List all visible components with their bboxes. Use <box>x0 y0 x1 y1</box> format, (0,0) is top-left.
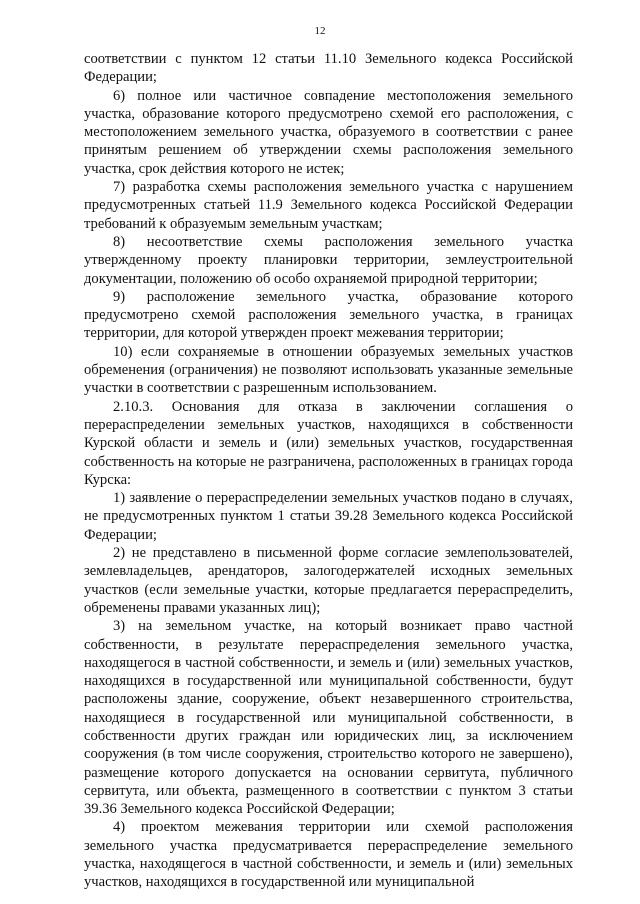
paragraph-item-10: 10) если сохраняемые в отношении образуемых земельных участков обременения (ограничения) не позволяют использовать указанные земельные участки в соответствии с разрешенным использованием. <box>84 343 573 397</box>
paragraph-item-3: 3) на земельном участке, на который возникает право частной собственности, в результате перераспределения земельного участка, находящегося в частной собственности, и земель и (или) земельных участков, находящихся в государственной или муниципальной собственности, будут расположены здание, сооружение, объект незавершенного строительства, находящиеся в государственной или муниципальной собственности, в собственности других граждан или юридических лиц, за исключением сооружения (в том числе сооружения, строительство которого не завершено), размещение которого допускается на основании сервитута, публичного сервитута, или объекта, размещенного в соответствии с пунктом 3 статьи 39.36 Земельного кодекса Российской Федерации; <box>84 618 573 818</box>
paragraph-item-6: 6) полное или частичное совпадение местоположения земельного участка, образование которого предусмотрено схемой его расположения, с местоположением земельного участка, образуемого в соответствии с ранее принятым решением об утверждении схемы расположения земельного участка, срок действия которого не истек; <box>84 87 573 177</box>
document-body <box>84 50 573 892</box>
page-number: 12 <box>314 25 326 37</box>
paragraph-continuation: соответствии с пунктом 12 статьи 11.10 Земельного кодекса Российской Федерации; <box>84 51 573 86</box>
paragraph-item-4: 4) проектом межевания территории или схемой расположения земельного участка предусматривается перераспределение земельного участка, находящегося в частной собственности, и земель и (или) земельных участков, находящихся в государственной или муниципальной <box>84 819 573 891</box>
paragraph-item-9: 9) расположение земельного участка, образование которого предусмотрено схемой расположения земельного участка, в границах территории, для которой утвержден проект межевания территории; <box>84 288 573 342</box>
paragraph-item-1: 1) заявление о перераспределении земельных участков подано в случаях, не предусмотренных пунктом 1 статьи 39.28 Земельного кодекса Российской Федерации; <box>84 490 573 543</box>
paragraph-item-8: 8) несоответствие схемы расположения земельного участка утвержденному проекту планировки территории, землеустроительной документации, положению об особо охраняемой природной территории; <box>84 233 573 287</box>
paragraph-section-2-10-3: 2.10.3. Основания для отказа в заключении соглашения о перераспределении земельных участков, находящихся в собственности Курской области и земель и (или) земельных участков, государственная собственность на которые не разграничена, расположенных в границах города Курска: <box>84 398 573 488</box>
paragraph-item-7: 7) разработка схемы расположения земельного участка с нарушением предусмотренных статьей 11.9 Земельного кодекса Российской Федерации требований к образуемым земельным участкам; <box>84 179 573 232</box>
paragraph-item-2: 2) не представлено в письменной форме согласие землепользователей, землевладельцев, арендаторов, залогодержателей исходных земельных участков (если земельные участки, которые предлагается перераспределить, обременены правами указанных лиц); <box>84 545 573 616</box>
